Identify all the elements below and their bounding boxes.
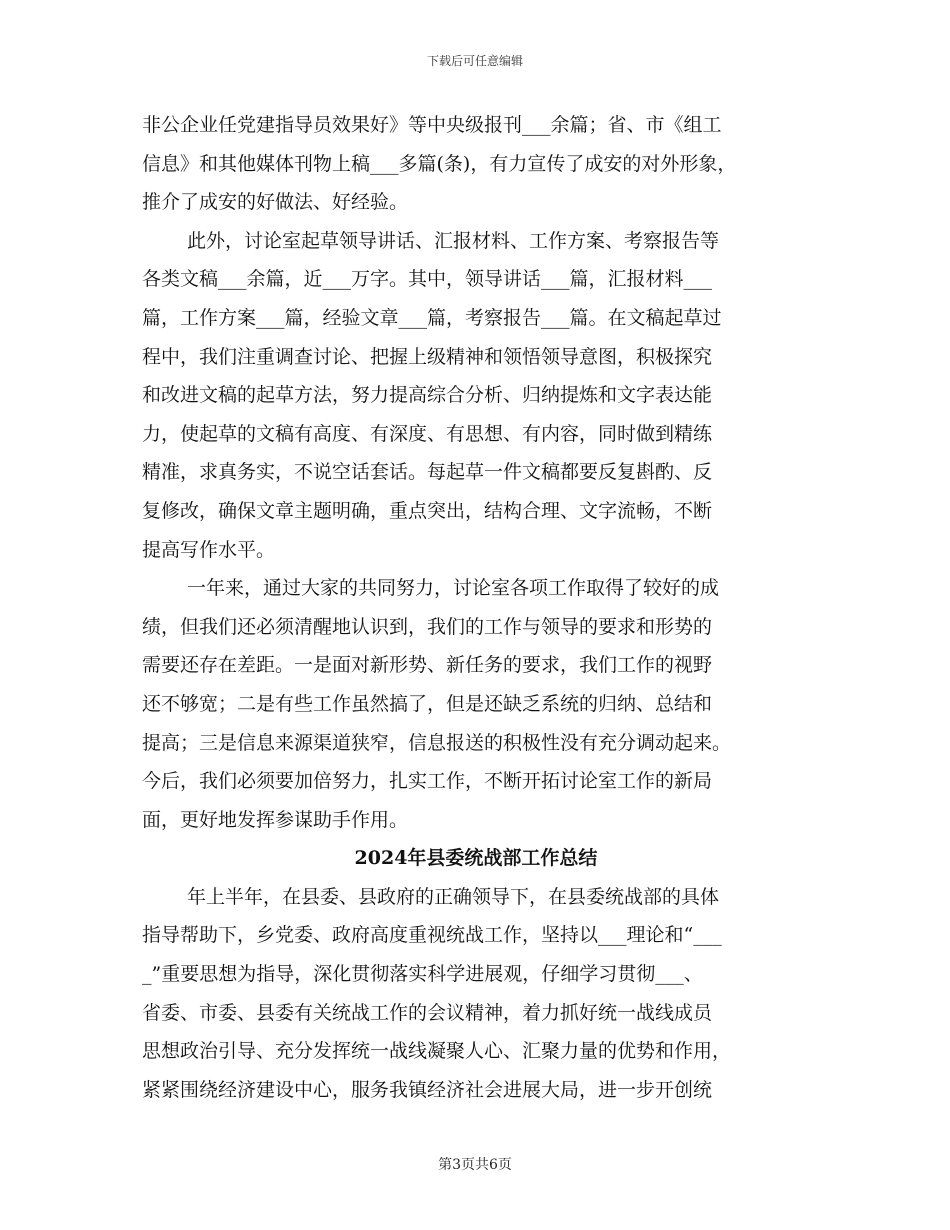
text-line: 绩，但我们还必须清醒地认识到，我们的工作与领导的要求和形势的 [142, 615, 713, 638]
text-line: 省委、市委、县委有关统战工作的会议精神，着力抓好统一战线成员 [142, 1001, 713, 1024]
paragraph-4 [142, 878, 810, 1110]
text-line: 和改进文稿的起草方法，努力提高综合分析、归纳提炼和文字表达能 [142, 384, 713, 407]
document-body [142, 106, 810, 1109]
text-line: 非公企业任党建指导员效果好》等中央级报刊___余篇；省、市《组工 [142, 114, 722, 136]
text-line: 提高；三是信息来源渠道狭窄，信息报送的积极性没有充分调动起来。 [142, 731, 732, 754]
paragraph-2 [142, 222, 810, 569]
text-line: 年上半年，在县委、县政府的正确领导下，在县委统战部的具体 [187, 885, 720, 908]
text-line: 还不够宽；二是有些工作虽然搞了，但是还缺乏系统的归纳、总结和 [142, 692, 713, 715]
text-line: 力，使起草的文稿有高度、有深度、有思想、有内容，同时做到精练 [142, 422, 713, 445]
text-line: 紧紧围绕经济建设中心，服务我镇经济社会进展大局，进一步开创统 [142, 1078, 713, 1101]
text-line: 复修改，确保文章主题明确，重点突出，结构合理、文字流畅，不断 [142, 499, 713, 522]
paragraph-3 [142, 569, 810, 839]
section-title: 2024年县委统战部工作总结 [354, 847, 598, 870]
text-line: 此外，讨论室起草领导讲话、汇报材料、工作方案、考察报告等 [187, 229, 720, 252]
text-line: 指导帮助下，乡党委、政府高度重视统战工作，坚持以___理论和“___ [142, 924, 722, 947]
page-number: 第3页共6页 [438, 1157, 512, 1173]
text-line: 信息》和其他媒体刊物上稿___多篇(条)，有力宣传了成安的对外形象， [142, 152, 737, 175]
text-line: 各类文稿___余篇，近___万字。其中，领导讲话___篇，汇报材料___ [142, 268, 713, 291]
text-line: 需要还存在差距。一是面对新形势、新任务的要求，我们工作的视野 [142, 654, 713, 677]
text-line: 面，更好地发挥参谋助手作用。 [142, 808, 409, 831]
text-line: 精准，求真务实，不说空话套话。每起草一件文稿都要反复斟酌、反 [142, 461, 713, 484]
text-line: _”重要思想为指导，深化贯彻落实科学进展观，仔细学习贯彻___、 [142, 963, 703, 986]
page-header: 下载后可任意编辑 [426, 54, 523, 68]
text-line: 一年来，通过大家的共同努力，讨论室各项工作取得了较好的成 [187, 577, 720, 600]
text-line: 篇，工作方案___篇，经验文章___篇，考察报告___篇。在文稿起草过 [142, 306, 722, 329]
text-line: 思想政治引导、充分发挥统一战线凝聚人心、汇聚力量的优势和作用， [142, 1040, 732, 1063]
text-line: 今后，我们必须要加倍努力，扎实工作，不断开拓讨论室工作的新局 [142, 770, 713, 793]
paragraph-1 [142, 106, 810, 222]
text-line: 推介了成安的好做法、好经验。 [142, 191, 409, 214]
text-line: 程中，我们注重调查讨论、把握上级精神和领悟领导意图，积极探究 [142, 345, 713, 368]
text-line: 提高写作水平。 [142, 538, 276, 561]
